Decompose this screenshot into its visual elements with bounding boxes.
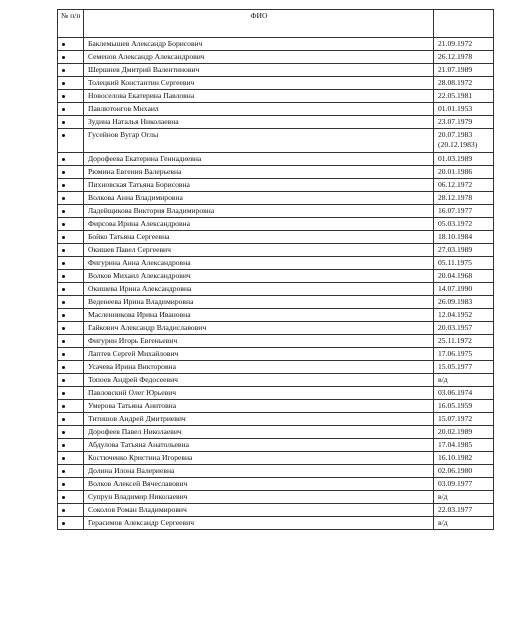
row-full-name: Толецкий Константин Сергеевич: [84, 77, 434, 90]
row-birth-date: 18.10.1984: [434, 231, 494, 244]
bullet-icon: [62, 444, 65, 447]
row-bullet: [58, 309, 84, 322]
table-row: [58, 270, 494, 283]
row-bullet: [58, 374, 84, 387]
table-row: [58, 257, 494, 270]
bullet-icon: [62, 108, 65, 111]
row-bullet: [58, 283, 84, 296]
table-row: [58, 374, 494, 387]
table-row: [58, 192, 494, 205]
table-row: [58, 309, 494, 322]
row-birth-date: 15.07.1972: [434, 413, 494, 426]
row-full-name: Веденеева Ирина Владимировна: [84, 296, 434, 309]
row-bullet: [58, 77, 84, 90]
row-full-name: Ладейщикова Виктория Владимировна: [84, 205, 434, 218]
row-full-name: Умерова Татьяна Анитовна: [84, 400, 434, 413]
table-row: [58, 116, 494, 129]
table-row: [58, 231, 494, 244]
row-birth-date: 22.03.1977: [434, 504, 494, 517]
row-full-name: Гусейнов Вугар Оглы: [84, 129, 434, 153]
bullet-icon: [62, 223, 65, 226]
row-birth-date: 25.11.1972: [434, 335, 494, 348]
header-full-name: ФИО: [84, 10, 434, 38]
row-bullet: [58, 361, 84, 374]
row-bullet: [58, 257, 84, 270]
bullet-icon: [62, 470, 65, 473]
bullet-icon: [62, 249, 65, 252]
bullet-icon: [62, 366, 65, 369]
row-birth-date: 05.03.1972: [434, 218, 494, 231]
header-number: № п/п: [58, 10, 84, 38]
row-bullet: [58, 64, 84, 77]
table-row: [58, 296, 494, 309]
bullet-icon: [62, 509, 65, 512]
bullet-icon: [62, 379, 65, 382]
row-full-name: Дорофеева Екатерина Геннадиевна: [84, 153, 434, 166]
table-row: [58, 348, 494, 361]
bullet-icon: [62, 392, 65, 395]
row-full-name: Гайкович Александр Владиславович: [84, 322, 434, 335]
row-birth-date: 20.02.1989: [434, 426, 494, 439]
row-full-name: Фигурина Анна Александровна: [84, 257, 434, 270]
row-bullet: [58, 478, 84, 491]
bullet-icon: [62, 496, 65, 499]
row-full-name: Волкова Анна Владимировна: [84, 192, 434, 205]
bullet-icon: [62, 95, 65, 98]
row-bullet: [58, 205, 84, 218]
row-birth-date: 20.01.1986: [434, 166, 494, 179]
table-row: [58, 153, 494, 166]
table-row: [58, 517, 494, 530]
row-bullet: [58, 231, 84, 244]
bullet-icon: [62, 522, 65, 525]
row-bullet: [58, 270, 84, 283]
row-birth-date: 16.07.1977: [434, 205, 494, 218]
bullet-icon: [62, 134, 65, 137]
row-full-name: Павлютонгов Михаил: [84, 103, 434, 116]
row-full-name: Волков Алексей Вячеславович: [84, 478, 434, 491]
row-bullet: [58, 166, 84, 179]
bullet-icon: [62, 82, 65, 85]
row-bullet: [58, 400, 84, 413]
table-row: [58, 38, 494, 51]
table-row: [58, 400, 494, 413]
bullet-icon: [62, 314, 65, 317]
bullet-icon: [62, 340, 65, 343]
row-birth-date: 26.09.1983: [434, 296, 494, 309]
row-full-name: Окишев Павел Сергеевич: [84, 244, 434, 257]
row-bullet: [58, 90, 84, 103]
table-row: [58, 283, 494, 296]
people-table: [57, 9, 494, 530]
row-full-name: Супрун Владимир Николаевич: [84, 491, 434, 504]
bullet-icon: [62, 457, 65, 460]
row-birth-date: 20.03.1957: [434, 322, 494, 335]
bullet-icon: [62, 483, 65, 486]
row-bullet: [58, 439, 84, 452]
table-row: [58, 413, 494, 426]
row-full-name: Абдулова Татьяна Анатольевна: [84, 439, 434, 452]
row-full-name: Соколов Роман Владимирович: [84, 504, 434, 517]
table-row: [58, 90, 494, 103]
row-full-name: Зудина Наталья Николаевна: [84, 116, 434, 129]
row-bullet: [58, 179, 84, 192]
row-full-name: Бойко Татьяна Сергеевна: [84, 231, 434, 244]
row-birth-date: 01.01.1953: [434, 103, 494, 116]
row-birth-date: 17.04.1985: [434, 439, 494, 452]
table-row: [58, 64, 494, 77]
bullet-icon: [62, 353, 65, 356]
bullet-icon: [62, 197, 65, 200]
table-row: [58, 504, 494, 517]
row-full-name: Павловский Олег Юрьевич: [84, 387, 434, 400]
row-birth-date: в/д: [434, 517, 494, 530]
row-bullet: [58, 153, 84, 166]
row-bullet: [58, 348, 84, 361]
row-bullet: [58, 244, 84, 257]
row-bullet: [58, 426, 84, 439]
row-bullet: [58, 103, 84, 116]
row-full-name: Масленникова Ирина Ивановна: [84, 309, 434, 322]
row-bullet: [58, 504, 84, 517]
bullet-icon: [62, 121, 65, 124]
row-full-name: Дорофеев Павел Николаевич: [84, 426, 434, 439]
row-full-name: Топоев Андрей Федосеевич: [84, 374, 434, 387]
row-full-name: Волков Михаил Александрович: [84, 270, 434, 283]
row-full-name: Костюченко Кристина Игоревна: [84, 452, 434, 465]
row-birth-date: 28.12.1978: [434, 192, 494, 205]
row-bullet: [58, 51, 84, 64]
bullet-icon: [62, 288, 65, 291]
row-birth-date: 14.07.1990: [434, 283, 494, 296]
row-birth-date: 15.05.1977: [434, 361, 494, 374]
row-birth-date: 02.06.1980: [434, 465, 494, 478]
row-bullet: [58, 517, 84, 530]
row-bullet: [58, 413, 84, 426]
table-row: [58, 244, 494, 257]
bullet-icon: [62, 69, 65, 72]
row-bullet: [58, 38, 84, 51]
bullet-icon: [62, 210, 65, 213]
bullet-icon: [62, 43, 65, 46]
row-bullet: [58, 387, 84, 400]
row-bullet: [58, 192, 84, 205]
row-full-name: Рюмина Евгения Валерьевна: [84, 166, 434, 179]
table-row: [58, 205, 494, 218]
row-full-name: Пихновская Татьяна Борисовна: [84, 179, 434, 192]
row-bullet: [58, 218, 84, 231]
document-page: [57, 9, 494, 530]
row-full-name: Семенов Александр Александрович: [84, 51, 434, 64]
header-date: [434, 10, 494, 38]
row-birth-date: 27.03.1989: [434, 244, 494, 257]
row-full-name: Шершнев Дмитрий Валентинович: [84, 64, 434, 77]
row-full-name: Герасимов Александр Сергеевич: [84, 517, 434, 530]
bullet-icon: [62, 327, 65, 330]
bullet-icon: [62, 184, 65, 187]
row-birth-date: 22.05.1981: [434, 90, 494, 103]
bullet-icon: [62, 236, 65, 239]
table-row: [58, 77, 494, 90]
row-birth-date: 20.04.1968: [434, 270, 494, 283]
row-full-name: Окишева Ирина Александровна: [84, 283, 434, 296]
row-bullet: [58, 491, 84, 504]
table-row: [58, 452, 494, 465]
row-birth-date: 26.12.1978: [434, 51, 494, 64]
row-full-name: Титишов Андрей Дмитриевич: [84, 413, 434, 426]
row-birth-date: 16.05.1959: [434, 400, 494, 413]
row-birth-date: 06.12.1972: [434, 179, 494, 192]
table-row: [58, 51, 494, 64]
bullet-icon: [62, 56, 65, 59]
table-body: [58, 38, 494, 530]
row-bullet: [58, 335, 84, 348]
row-full-name: Усачева Ирина Викторовна: [84, 361, 434, 374]
table-row: [58, 179, 494, 192]
table-row: [58, 218, 494, 231]
row-birth-date: 20.07.1983 (20.12.1983): [434, 129, 494, 153]
table-row: [58, 478, 494, 491]
row-full-name: Новоселова Екатерина Павловна: [84, 90, 434, 103]
row-full-name: Фигурин Игорь Евгеньевич: [84, 335, 434, 348]
table-row: [58, 387, 494, 400]
table-header-row: [58, 10, 494, 38]
table-row: [58, 465, 494, 478]
table-row: [58, 361, 494, 374]
table-row: [58, 491, 494, 504]
row-birth-date: в/д: [434, 374, 494, 387]
row-birth-date: 21.07.1989: [434, 64, 494, 77]
row-birth-date: в/д: [434, 491, 494, 504]
bullet-icon: [62, 301, 65, 304]
row-bullet: [58, 129, 84, 153]
row-birth-date: 12.04.1952: [434, 309, 494, 322]
table-row: [58, 103, 494, 116]
row-birth-date: 03.06.1974: [434, 387, 494, 400]
bullet-icon: [62, 418, 65, 421]
row-full-name: Фирсова Ирина Александровна: [84, 218, 434, 231]
table-row: [58, 322, 494, 335]
bullet-icon: [62, 158, 65, 161]
row-full-name: Долина Илона Валериевна: [84, 465, 434, 478]
row-bullet: [58, 296, 84, 309]
table-row: [58, 129, 494, 153]
row-bullet: [58, 465, 84, 478]
table-row: [58, 166, 494, 179]
table-row: [58, 439, 494, 452]
row-bullet: [58, 322, 84, 335]
row-bullet: [58, 116, 84, 129]
row-birth-date: 03.09.1977: [434, 478, 494, 491]
bullet-icon: [62, 431, 65, 434]
row-full-name: Баклемышев Александр Борисович: [84, 38, 434, 51]
bullet-icon: [62, 262, 65, 265]
bullet-icon: [62, 275, 65, 278]
row-bullet: [58, 452, 84, 465]
row-birth-date: 28.08.1972: [434, 77, 494, 90]
row-full-name: Лаптев Сергей Михайлович: [84, 348, 434, 361]
row-birth-date: 01.03.1989: [434, 153, 494, 166]
row-birth-date: 17.06.1975: [434, 348, 494, 361]
bullet-icon: [62, 171, 65, 174]
table-row: [58, 426, 494, 439]
table-row: [58, 335, 494, 348]
row-birth-date: 23.07.1979: [434, 116, 494, 129]
bullet-icon: [62, 405, 65, 408]
row-birth-date: 05.11.1975: [434, 257, 494, 270]
row-birth-date: 16.10.1982: [434, 452, 494, 465]
row-birth-date: 21.09.1972: [434, 38, 494, 51]
